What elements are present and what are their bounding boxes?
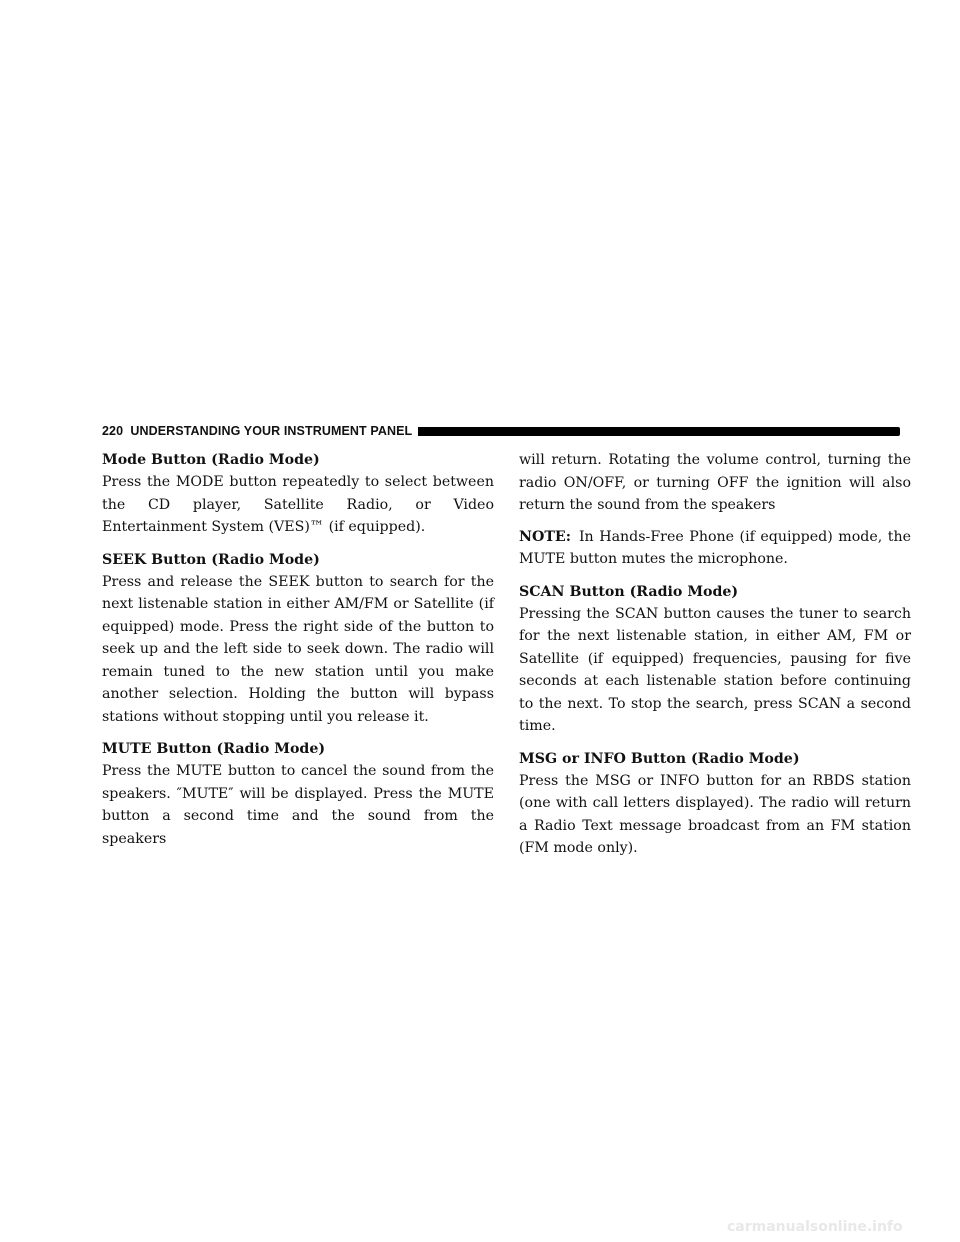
- seek-button-heading: SEEK Button (Radio Mode): [102, 551, 320, 568]
- section-title: UNDERSTANDING YOUR INSTRUMENT PANEL: [130, 424, 413, 438]
- left-column: [102, 449, 494, 850]
- mode-button-text: Press the MODE button repeatedly to select between the CD player, Satellite Radio, or Video Entertainment System (VES)™ (if equipped).: [102, 474, 494, 535]
- header-bar: [418, 427, 900, 436]
- page-header: [102, 421, 900, 441]
- mute-button-text: Press the MUTE button to cancel the sound from the speakers. ″MUTE″ will be displayed. Press the MUTE button a second time and the sound from the speakers: [102, 763, 494, 847]
- note-label: NOTE:: [519, 528, 571, 545]
- page-header-text: [102, 424, 412, 438]
- mute-button-text-continued: will return. Rotating the volume control, turning the radio ON/OFF, or turning OFF the ignition will also return the sound from the speakers: [519, 452, 911, 513]
- scan-button-text: Pressing the SCAN button causes the tuner to search for the next listenable station, in either AM, FM or Satellite (if equipped) frequencies, pausing for five seconds at each listenable station before continuing to the next. To stop the search, press SCAN a second time.: [519, 605, 911, 734]
- note-text: In Hands-Free Phone (if equipped) mode, the MUTE button mutes the microphone.: [519, 528, 911, 567]
- seek-button-text: Press and release the SEEK button to search for the next listenable station in either AM/FM or Satellite (if equipped) mode. Press the right side of the button to seek up and the left side to seek down. The radio will remain tuned to the new station until you make another selection. Holding the button will bypass stations without stopping until you release it.: [102, 573, 494, 725]
- watermark: carmanualsonline.info: [727, 1219, 903, 1235]
- mode-button-heading: Mode Button (Radio Mode): [102, 452, 320, 468]
- page-number: 220: [102, 424, 124, 438]
- msg-info-button-text: Press the MSG or INFO button for an RBDS station (one with call letters displayed). The radio will return a Radio Text message broadcast from an FM station (FM mode only).: [519, 772, 911, 856]
- right-column: [519, 449, 911, 860]
- scan-button-heading: SCAN Button (Radio Mode): [519, 583, 739, 600]
- mute-button-heading: MUTE Button (Radio Mode): [102, 741, 326, 757]
- note-paragraph: [519, 526, 911, 571]
- msg-info-button-heading: MSG or INFO Button (Radio Mode): [519, 750, 800, 767]
